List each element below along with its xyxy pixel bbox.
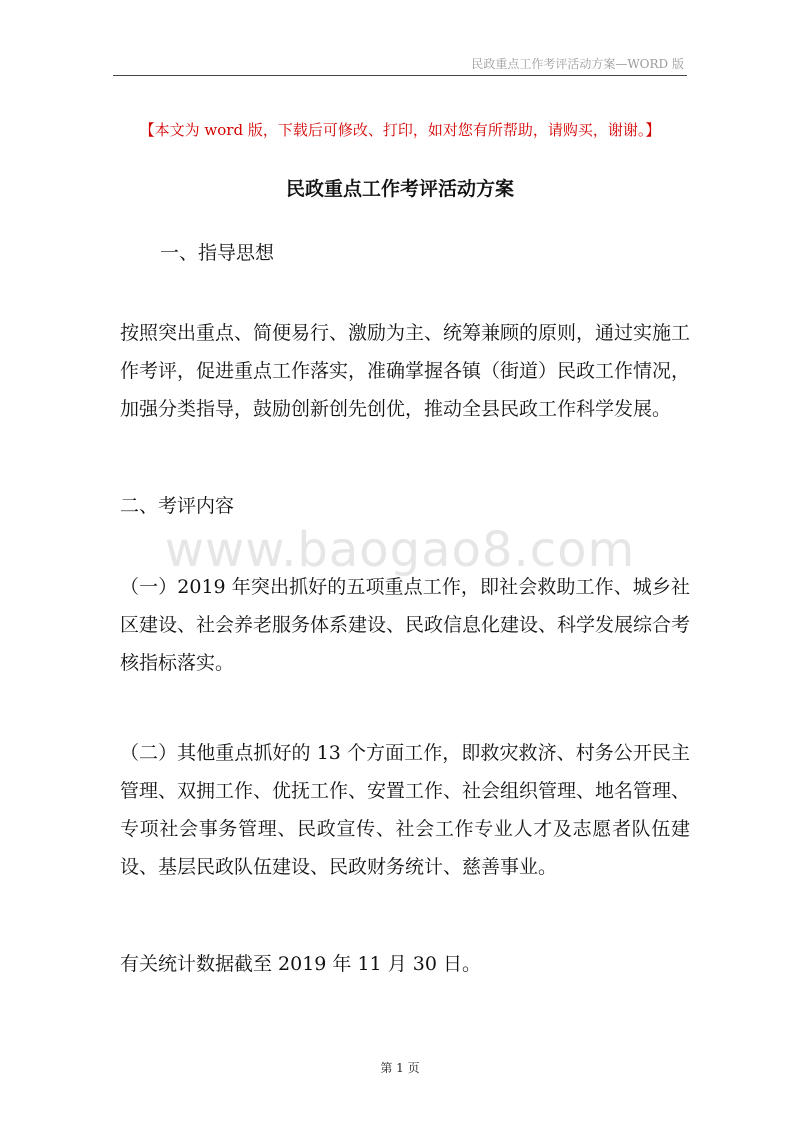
notice-banner: 【本文为 word 版，下载后可修改、打印，如对您有所帮助，请购买，谢谢。】 bbox=[139, 121, 661, 139]
running-header: 民政重点工作考评活动方案—WORD 版 bbox=[471, 57, 684, 71]
section-heading-guiding-principle: 一、指导思想 bbox=[160, 242, 275, 264]
watermark-text: www.baogao8.com bbox=[164, 522, 636, 578]
document-title: 民政重点工作考评活动方案 bbox=[285, 178, 514, 200]
section-heading-evaluation-content: 二、考评内容 bbox=[120, 495, 235, 517]
paragraph-item-two: （二）其他重点抓好的 13 个方面工作，即救灾救济、村务公开民主管理、双拥工作、优抚工作、安置工作、社会组织管理、地名管理、专项社会事务管理、民政宣传、社会工作专业人才及志愿者队伍建设、基层民政队伍建设、民政财务统计、慈善事业。 bbox=[120, 742, 691, 878]
paragraph-data-cutoff-note: 有关统计数据截至 2019 年 11 月 30 日。 bbox=[120, 953, 481, 975]
paragraph-item-one: （一）2019 年突出抓好的五项重点工作，即社会救助工作、城乡社区建设、社会养老服务体系建设、民政信息化建设、科学发展综合考核指标落实。 bbox=[120, 576, 691, 674]
page-number: 第 1 页 bbox=[380, 1061, 420, 1075]
header-divider bbox=[113, 75, 687, 76]
paragraph-guiding-principle: 按照突出重点、简便易行、激励为主、统筹兼顾的原则，通过实施工作考评，促进重点工作落实，准确掌握各镇（街道）民政工作情况，加强分类指导，鼓励创新创先创优，推动全县民政工作科学发展。 bbox=[120, 322, 691, 420]
